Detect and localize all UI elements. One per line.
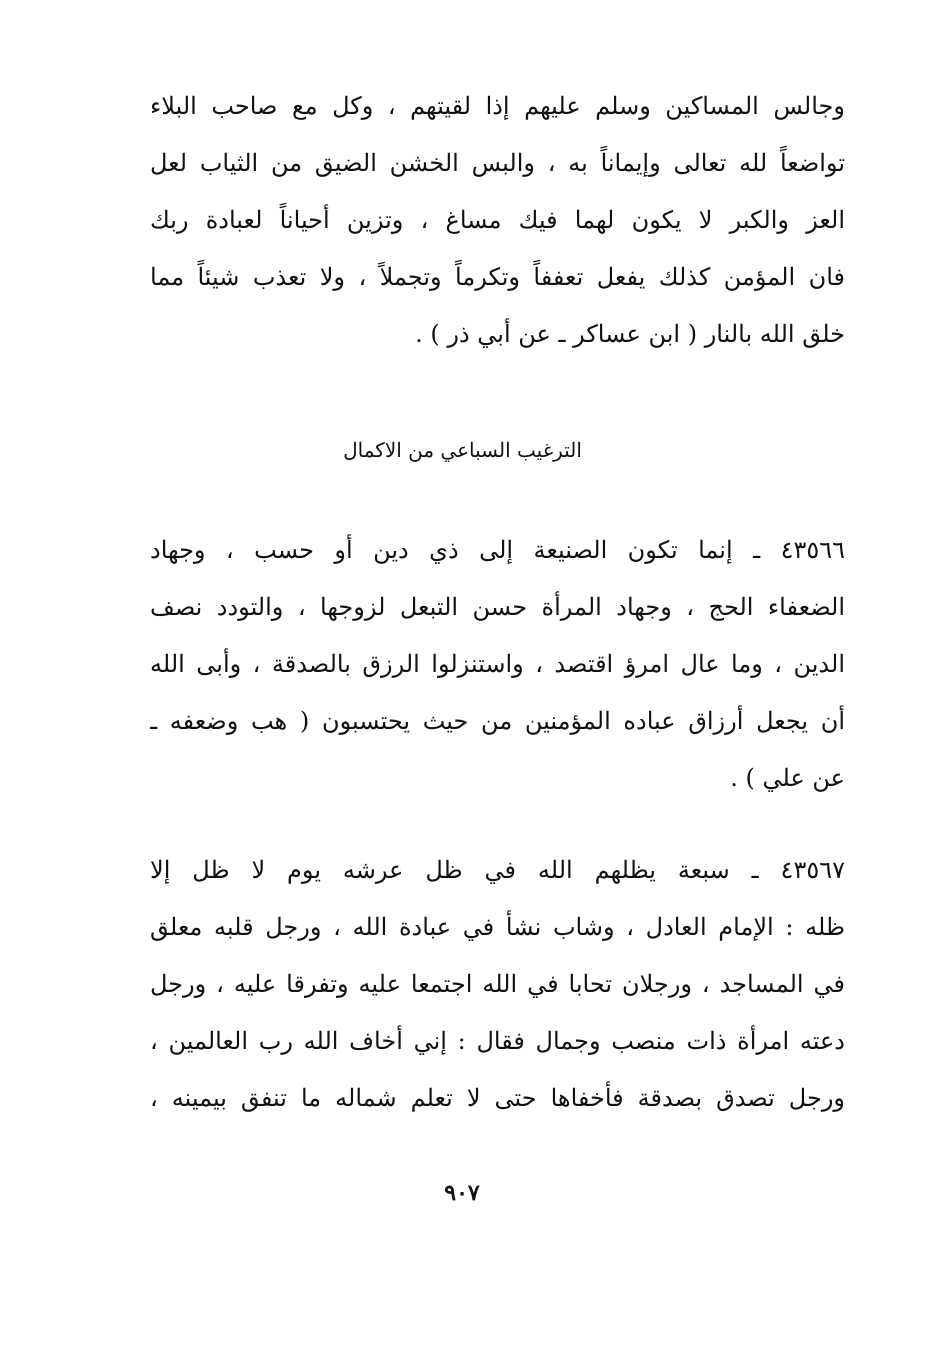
text-line: أن يجعل أرزاق عباده المؤمنين من حيث يحتسبون ( هب وضعفه ـ bbox=[150, 707, 845, 735]
text-line: الدين ، وما عال امرؤ اقتصد ، واستنزلوا الرزق بالصدقة ، وأبى الله bbox=[150, 650, 845, 678]
text-line: وجالس المساكين وسلم عليهم إذا لقيتهم ، وكل مع صاحب البلاء bbox=[150, 92, 845, 120]
text-line: تواضعاً لله تعالى وإيماناً به ، والبس الخشن الضيق من الثياب لعل bbox=[150, 149, 845, 177]
hadith-43567 bbox=[150, 842, 845, 1127]
text-line: ٤٣٥٦٧ ـ سبعة يظلهم الله في ظل عرشه يوم لا ظل إلا bbox=[150, 856, 845, 884]
text-line: ورجل تصدق بصدقة فأخفاها حتى لا تعلم شماله ما تنفق بيمينه ، bbox=[150, 1084, 845, 1112]
text-line: الضعفاء الحج ، وجهاد المرأة حسن التبعل لزوجها ، والتودد نصف bbox=[150, 593, 845, 621]
page-number: ٩٠٧ bbox=[444, 1180, 480, 1206]
text-line: ٤٣٥٦٦ ـ إنما تكون الصنيعة إلى ذي دين أو حسب ، وجهاد bbox=[150, 536, 845, 564]
hadith-43566 bbox=[150, 522, 845, 807]
text-line: ظله : الإمام العادل ، وشاب نشأ في عبادة الله ، ورجل قلبه معلق bbox=[150, 913, 845, 941]
text-line: خلق الله بالنار ( ابن عساكر ـ عن أبي ذر ) . bbox=[415, 320, 845, 348]
text-line: العز والكبر لا يكون لهما فيك مساغ ، وتزين أحياناً لعبادة ربك bbox=[150, 206, 845, 234]
section-heading: الترغيب السباعي من الاكمال bbox=[343, 438, 582, 462]
text-line: فان المؤمن كذلك يفعل تعففاً وتكرماً وتجملاً ، ولا تعذب شيئاً مما bbox=[150, 263, 845, 291]
paragraph-continuation bbox=[150, 78, 845, 363]
text-line: عن علي ) . bbox=[730, 764, 845, 792]
text-line: في المساجد ، ورجلان تحابا في الله اجتمعا عليه وتفرقا عليه ، ورجل bbox=[150, 970, 845, 998]
text-line: دعته امرأة ذات منصب وجمال فقال : إني أخاف الله رب العالمين ، bbox=[150, 1027, 845, 1055]
